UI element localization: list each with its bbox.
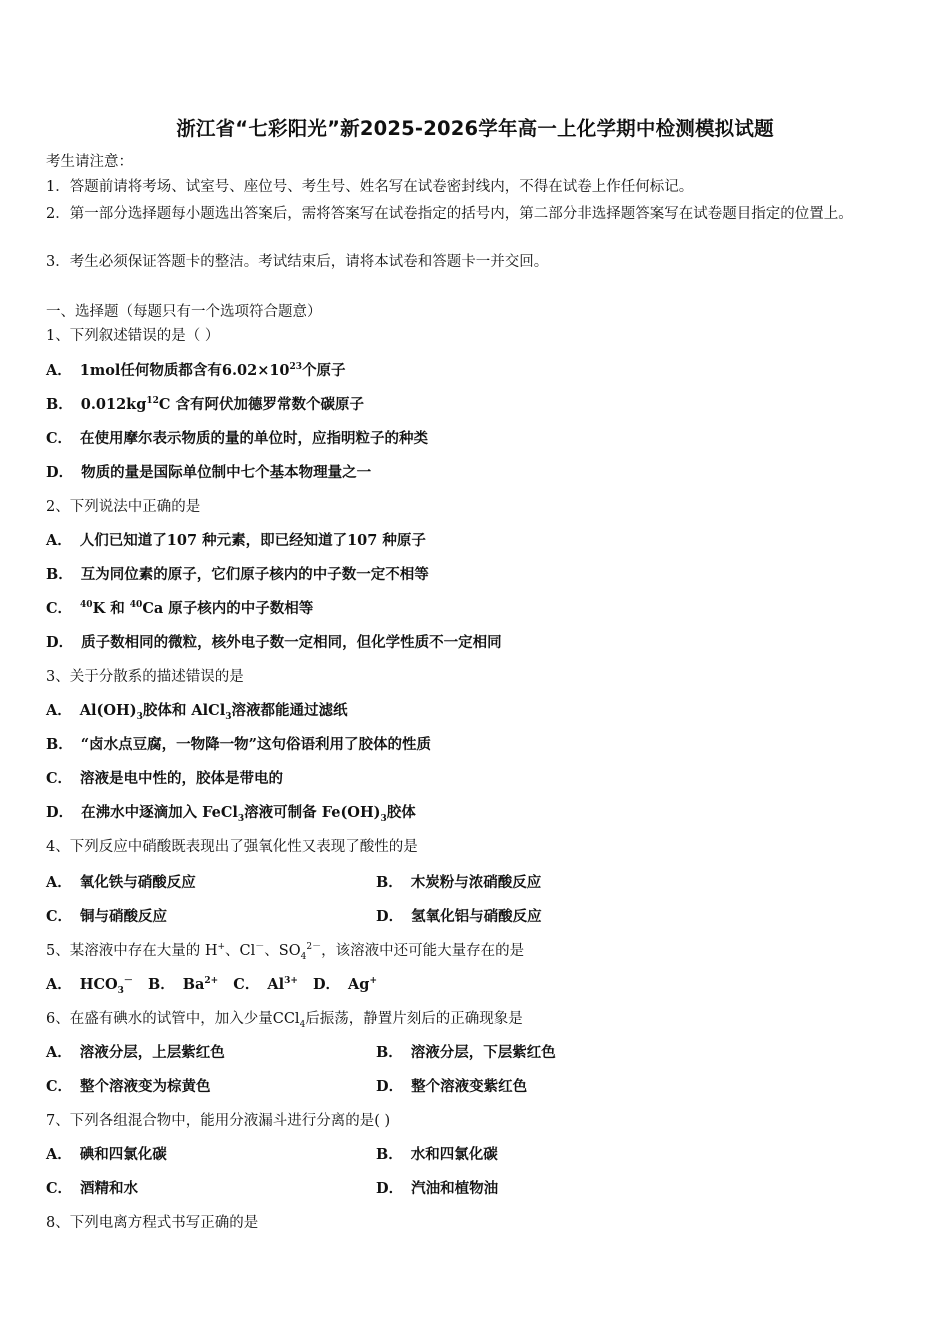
superscript: －	[123, 976, 133, 987]
question-2-option-b	[46, 565, 429, 585]
question-1-option-c	[46, 429, 428, 449]
notice-item-1: 1．答题前请将考场、试室号、座位号、考生号、姓名写在试卷密封线内，不得在试卷上作任何标记。	[46, 179, 694, 195]
question-7-option-c	[46, 1180, 138, 1197]
option-text: 溶液分层，上层紫红色	[79, 1044, 225, 1061]
option-label: D．	[376, 1180, 404, 1197]
question-5-stem	[46, 941, 524, 961]
question-5-option-d	[313, 976, 377, 993]
option-label: C．	[46, 1078, 73, 1095]
superscript: －	[255, 942, 265, 953]
option-text: 酒精和水	[80, 1180, 139, 1197]
question-3-option-c	[46, 769, 283, 789]
question-3-option-d	[46, 803, 416, 823]
question-6-row-1	[46, 1043, 646, 1063]
notice-item-2: 2．第一部分选择题每小题选出答案后，需将答案写在试卷指定的括号内，第二部分非选择题答案写在试卷题目指定的位置上。	[46, 206, 853, 222]
option-text: 人们已知道了107 种元素，即已经知道了107 种原子	[79, 532, 426, 549]
question-1-option-a	[46, 361, 346, 381]
subscript: 4	[300, 951, 307, 962]
superscript: 2－	[306, 942, 322, 953]
superscript: 23	[289, 362, 303, 373]
option-text: Al	[267, 976, 285, 993]
option-label: B．	[46, 566, 73, 583]
option-text: 汽油和植物油	[411, 1180, 499, 1197]
option-text: 碘和四氯化碳	[79, 1146, 167, 1163]
option-label: D．	[312, 976, 341, 993]
option-text: 木炭粉与浓硝酸反应	[410, 874, 542, 891]
option-label: A．	[46, 1146, 72, 1163]
superscript: 40	[129, 600, 143, 611]
question-7-option-b	[376, 1145, 498, 1165]
option-text: 互为同位素的原子，它们原子核内的中子数一定不相等	[80, 566, 429, 583]
option-text: 整个溶液变为棕黄色	[80, 1078, 211, 1095]
option-label: A．	[46, 976, 72, 993]
question-8-stem: 8、下列电离方程式书写正确的是	[46, 1215, 259, 1231]
option-label: B．	[376, 874, 403, 891]
subscript: 3	[225, 711, 232, 722]
question-3-option-a	[46, 701, 347, 721]
option-label: A．	[46, 1044, 72, 1061]
option-label: C．	[233, 976, 260, 993]
subscript: 3	[136, 711, 143, 722]
question-4-option-d	[376, 907, 542, 927]
superscript: +	[369, 976, 377, 987]
question-2-stem: 2、下列说法中正确的是	[46, 499, 201, 515]
option-text: 溶液可制备 Fe(OH)	[244, 804, 381, 821]
option-label: D．	[46, 464, 74, 481]
option-text: C 含有阿伏加德罗常数个碳原子	[158, 396, 364, 413]
superscript: +	[217, 942, 226, 953]
superscript: 2+	[204, 976, 219, 987]
question-6-stem	[46, 1009, 523, 1029]
option-label: B．	[147, 976, 175, 993]
option-label: C．	[46, 908, 73, 925]
option-text: 溶液分层，下层紫红色	[410, 1044, 556, 1061]
option-text: Ba	[182, 976, 205, 993]
question-4-option-c	[46, 908, 167, 925]
option-label: A．	[46, 702, 72, 719]
option-text: 铜与硝酸反应	[80, 908, 168, 925]
superscript: 3+	[284, 976, 298, 987]
option-label: D．	[46, 634, 74, 651]
option-text: 水和四氯化碳	[410, 1146, 498, 1163]
question-7-row-1	[46, 1145, 646, 1165]
question-7-stem: 7、下列各组混合物中，能用分液漏斗进行分离的是( )	[46, 1113, 391, 1129]
question-5-options	[46, 975, 377, 995]
superscript: 12	[146, 396, 159, 407]
superscript: 40	[80, 600, 93, 611]
question-2-option-d	[46, 633, 502, 653]
option-text: 氢氧化铝与硝酸反应	[411, 908, 542, 925]
question-4-row-1	[46, 873, 646, 893]
question-4-option-b	[376, 873, 541, 893]
option-text: 胶体	[386, 804, 416, 821]
question-2-option-c	[46, 599, 313, 619]
question-5-option-a	[46, 976, 133, 996]
question-7-option-a	[46, 1146, 167, 1163]
option-text: HCO	[79, 976, 118, 993]
option-label: D．	[46, 804, 74, 821]
option-label: D．	[376, 1078, 404, 1095]
option-label: C．	[46, 430, 73, 447]
option-text: 胶体和 AlCl	[142, 702, 226, 719]
question-5-option-b	[148, 976, 218, 993]
stem-text: 、SO	[264, 943, 301, 959]
option-text: 整个溶液变紫红色	[411, 1078, 528, 1095]
question-7-row-2	[46, 1179, 646, 1199]
option-text: 质子数相同的微粒，核外电子数一定相同，但化学性质不一定相同	[81, 634, 502, 651]
subscript: 3	[380, 813, 387, 824]
option-text: 溶液都能通过滤纸	[231, 702, 348, 719]
option-text: 在使用摩尔表示物质的量的单位时，应指明粒子的种类	[80, 430, 429, 447]
option-label: B．	[376, 1044, 403, 1061]
question-5-option-c	[233, 976, 298, 993]
question-3-stem: 3、关于分散系的描述错误的是	[46, 669, 244, 685]
question-6-option-d	[376, 1077, 527, 1097]
question-3-option-b	[46, 735, 431, 755]
option-text: Ca 原子核内的中子数相等	[142, 600, 314, 617]
option-text: 氧化铁与硝酸反应	[79, 874, 196, 891]
option-label: A．	[46, 532, 72, 549]
option-text: 0.012kg	[80, 396, 147, 413]
question-1-option-d	[46, 463, 371, 483]
option-label: C．	[46, 770, 73, 787]
option-text: 溶液是电中性的，胶体是带电的	[80, 770, 284, 787]
stem-text: 5、某溶液中存在大量的 H	[46, 943, 218, 959]
subscript: 4	[299, 1019, 306, 1030]
notice-heading: 考生请注意：	[46, 154, 133, 170]
option-text: “卤水点豆腐，一物降一物”这句俗语利用了胶体的性质	[80, 736, 431, 753]
option-label: A．	[46, 362, 72, 379]
notice-item-3: 3．考生必须保证答题卡的整洁。考试结束后，请将本试卷和答题卡一并交回。	[46, 254, 549, 270]
question-4-option-a	[46, 874, 196, 891]
question-7-option-d	[376, 1179, 498, 1199]
stem-text: 、Cl	[225, 943, 256, 959]
option-text: 物质的量是国际单位制中七个基本物理量之一	[81, 464, 372, 481]
option-label: C．	[46, 600, 73, 617]
option-label: B．	[376, 1146, 403, 1163]
option-text: 1mol任何物质都含有6.02×10	[79, 362, 290, 379]
option-label: B．	[46, 396, 73, 413]
option-text: Al(OH)	[79, 702, 137, 719]
subscript: 3	[117, 985, 124, 996]
stem-text: ，该溶液中还可能大量存在的是	[321, 943, 525, 959]
question-1-stem: 1、下列叙述错误的是（ ）	[46, 328, 220, 344]
subscript: 3	[237, 813, 245, 824]
question-4-row-2	[46, 907, 646, 927]
stem-text: 6、在盛有碘水的试管中，加入少量CCl	[46, 1011, 300, 1027]
option-label: C．	[46, 1180, 73, 1197]
option-label: A．	[46, 874, 72, 891]
option-text: K 和	[92, 600, 130, 617]
option-text: Ag	[348, 976, 370, 993]
stem-text: 后振荡，静置片刻后的正确现象是	[305, 1011, 523, 1027]
question-6-option-a	[46, 1044, 225, 1061]
question-1-option-b	[46, 395, 364, 415]
option-label: D．	[376, 908, 404, 925]
option-label: B．	[46, 736, 73, 753]
section-heading: 一、选择题（每题只有一个选项符合题意）	[46, 304, 322, 320]
option-text: 个原子	[302, 362, 346, 379]
question-6-option-c	[46, 1078, 211, 1095]
question-2-option-a	[46, 531, 426, 551]
page-title: 浙江省“七彩阳光”新2025-2026学年高一上化学期中检测模拟试题	[176, 117, 774, 140]
question-6-row-2	[46, 1077, 646, 1097]
question-6-option-b	[376, 1043, 556, 1063]
question-4-stem: 4、下列反应中硝酸既表现出了强氧化性又表现了酸性的是	[46, 839, 418, 855]
option-text: 在沸水中逐滴加入 FeCl	[81, 804, 238, 821]
